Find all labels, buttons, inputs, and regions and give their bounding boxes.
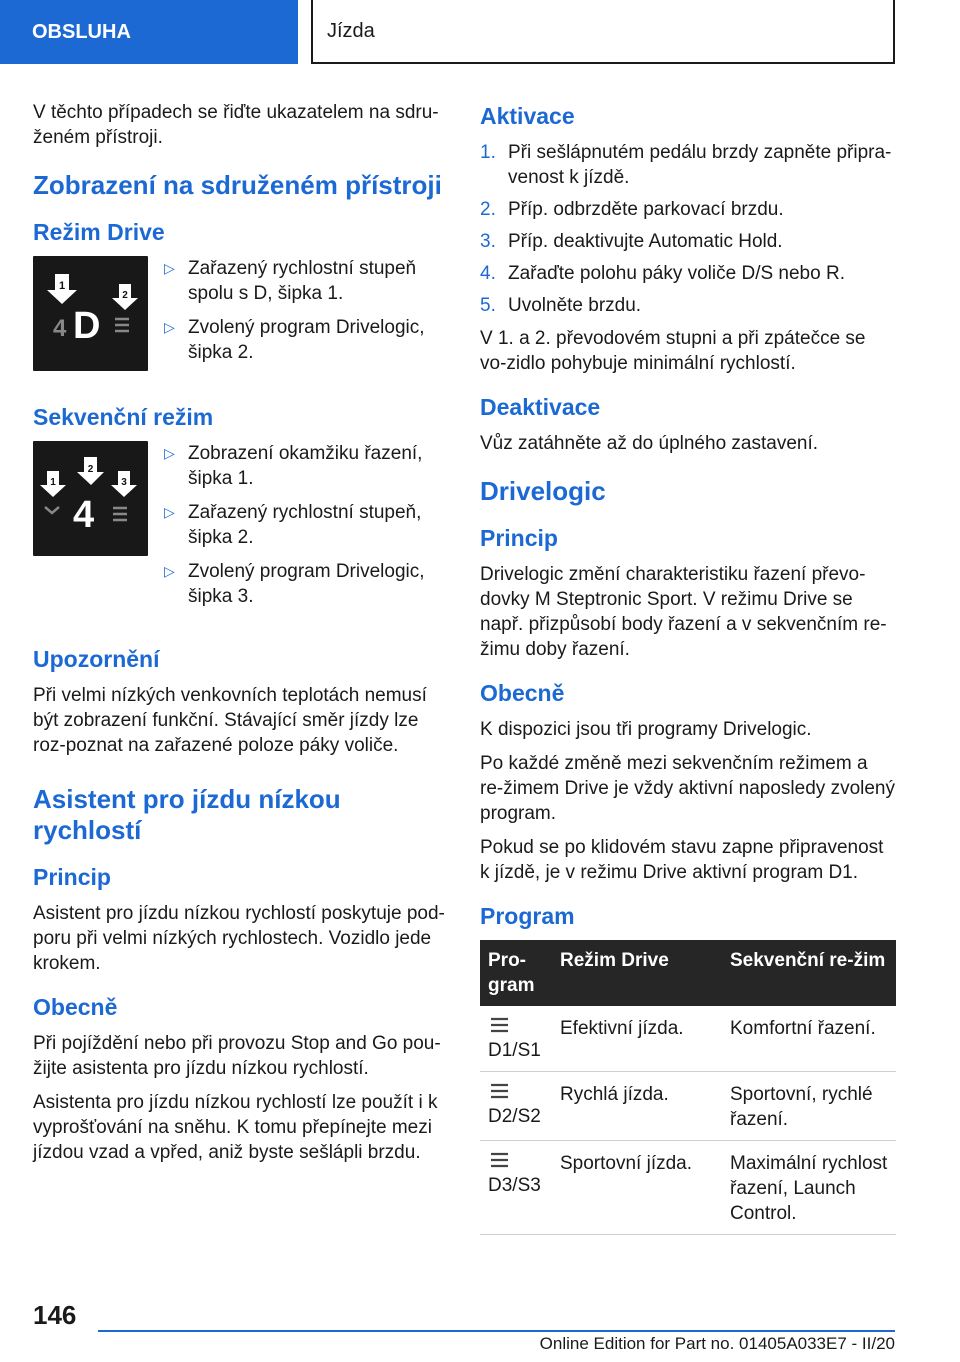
program-1-lines-icon <box>488 1016 512 1034</box>
table-row <box>480 1141 896 1235</box>
left-column <box>33 100 447 1174</box>
general-paragraph-1: K dispozici jsou tři programy Drivelogic. <box>480 719 812 740</box>
triangle-bullet-icon: ▷ <box>164 504 175 520</box>
activation-steps <box>480 140 896 318</box>
drive-cell: Sportovní jízda. <box>552 1141 722 1235</box>
triangle-bullet-icon: ▷ <box>164 260 175 276</box>
triangle-bullet-icon: ▷ <box>164 563 175 579</box>
list-item: 2. Příp. odbrzděte parkovací brzdu. <box>480 199 784 220</box>
heading-activation: Aktivace <box>480 103 575 129</box>
edition-label: Online Edition for Part no. 01405A033E7 - II/20 <box>539 1334 895 1353</box>
table-header-row <box>480 940 896 1006</box>
drive-cell: Rychlá jízda. <box>552 1072 722 1141</box>
sequential-mode-list <box>158 441 447 618</box>
column-header: Režim Drive <box>552 940 722 1006</box>
program-cell: D1/S1 <box>480 1006 552 1072</box>
table-row <box>480 1072 896 1141</box>
big-gear: D <box>73 305 101 347</box>
table-row <box>480 1006 896 1072</box>
drive-mode-figure <box>33 256 148 371</box>
heading-drive-mode: Režim Drive <box>33 219 165 245</box>
right-column <box>480 100 896 1235</box>
column-header: Sekvenční re‐žim <box>722 940 896 1006</box>
arrow2-label: 2 <box>87 464 94 475</box>
heading-principle: Princip <box>480 525 558 551</box>
intro-paragraph: V těchto případech se řiďte ukazatelem na sdru‐ženém přístroji. <box>33 102 439 148</box>
deactivation-paragraph: Vůz zatáhněte až do úplného zastavení. <box>480 433 819 454</box>
list-item: ▷ Zvolený program Drivelogic, šipka 3. <box>164 561 425 607</box>
heading-sequential-mode: Sekvenční režim <box>33 404 214 430</box>
general-paragraph-2: Po každé změně mezi sekvenčním režimem a re‐žimem Drive je vždy aktivní naposledy zvolený program. <box>480 753 895 824</box>
sequential-mode-figure <box>33 441 148 556</box>
drive-mode-display-icon <box>33 256 148 371</box>
section-tab <box>0 0 298 64</box>
heading-low-speed-assistant: Asistent pro jízdu nízkou rychlostí <box>33 784 341 845</box>
program-2-lines-icon <box>488 1082 512 1100</box>
triangle-bullet-icon: ▷ <box>164 445 175 461</box>
list-item: ▷ Zařazený rychlostní stupeň, šipka 2. <box>164 502 422 548</box>
drivelogic-principle-paragraph: Drivelogic změní charakteristiku řazení převo‐dovky M Steptronic Sport. V režimu Drive se např. přizpůsobí body řazení a v sekvenčním re‐žimu doby řazení. <box>480 564 887 660</box>
small-gear: 4 <box>53 315 67 342</box>
chapter-header <box>311 0 895 64</box>
sequential-mode-display-icon <box>33 441 148 556</box>
big-gear: 4 <box>73 494 95 536</box>
program-table <box>480 940 896 1235</box>
general-paragraph-2: Asistenta pro jízdu nízkou rychlostí lze použít i k vyprošťování na sněhu. K tomu přepínejte mezi jízdou vzad a vpřed, aniž byste sešlápli brzdu. <box>33 1092 438 1163</box>
chapter-title: Jízda <box>327 19 375 42</box>
arrow2-label: 2 <box>122 290 128 301</box>
column-header: Pro‐gram <box>480 940 552 1006</box>
heading-general: Obecně <box>33 994 118 1020</box>
general-paragraph-3: Pokud se po klidovém stavu zapne připravenost k jízdě, je v režimu Drive aktivní program D1. <box>480 837 884 883</box>
program-cell: D3/S3 <box>480 1141 552 1235</box>
list-item: 3. Příp. deaktivujte Automatic Hold. <box>480 231 783 252</box>
sequential-cell: Sportovní, rychlé řazení. <box>722 1072 896 1141</box>
heading-principle: Princip <box>33 864 111 890</box>
arrow1-label: 1 <box>50 477 56 488</box>
heading-drivelogic: Drivelogic <box>480 476 606 506</box>
drive-cell: Efektivní jízda. <box>552 1006 722 1072</box>
heading-note: Upozornění <box>33 646 160 672</box>
note-paragraph: Při velmi nízkých venkovních teplotách nemusí být zobrazení funkční. Stávající směr jízdy lze roz‐poznat na zařazené poloze páky voliče. <box>33 685 427 756</box>
footer-divider <box>98 1330 895 1332</box>
principle-paragraph: Asistent pro jízdu nízkou rychlostí poskytuje pod‐poru při velmi nízkých rychlostech. Vozidlo jede krokem. <box>33 903 445 974</box>
general-paragraph-1: Při pojíždění nebo při provozu Stop and Go pou‐žijte asistenta pro jízdu nízkou rychlostí. <box>33 1033 441 1079</box>
program-cell: D2/S2 <box>480 1072 552 1141</box>
list-item: 5. Uvolněte brzdu. <box>480 295 642 316</box>
program-3-lines-icon <box>488 1151 512 1169</box>
sequential-mode-block <box>33 441 447 618</box>
heading-deactivation: Deaktivace <box>480 394 601 420</box>
triangle-bullet-icon: ▷ <box>164 319 175 335</box>
sequential-cell: Komfortní řazení. <box>722 1006 896 1072</box>
list-item: ▷ Zvolený program Drivelogic, šipka 2. <box>164 317 425 363</box>
list-item: 4. Zařaďte polohu páky voliče D/S nebo R. <box>480 263 845 284</box>
sequential-cell: Maximální rychlost řazení, Launch Control. <box>722 1141 896 1235</box>
list-item: ▷ Zařazený rychlostní stupeň spolu s D, šipka 1. <box>164 258 417 304</box>
heading-general: Obecně <box>480 680 565 706</box>
arrow3-label: 3 <box>121 477 127 488</box>
heading-program: Program <box>480 903 575 929</box>
activation-note: V 1. a 2. převodovém stupni a při zpátečce se vo‐zidlo pohybuje minimální rychlostí. <box>480 328 866 374</box>
arrow1-label: 1 <box>58 280 66 292</box>
section-label: OBSLUHA <box>32 20 131 43</box>
heading-display: Zobrazení na sdruženém přístroji <box>33 170 442 200</box>
page-number: 146 <box>33 1300 77 1330</box>
drive-mode-block <box>33 256 447 374</box>
list-item: 1. Při sešlápnutém pedálu brzdy zapněte připra‐venost k jízdě. <box>480 142 892 188</box>
list-item: ▷ Zobrazení okamžiku řazení, šipka 1. <box>164 443 423 489</box>
drive-mode-list <box>158 256 447 374</box>
